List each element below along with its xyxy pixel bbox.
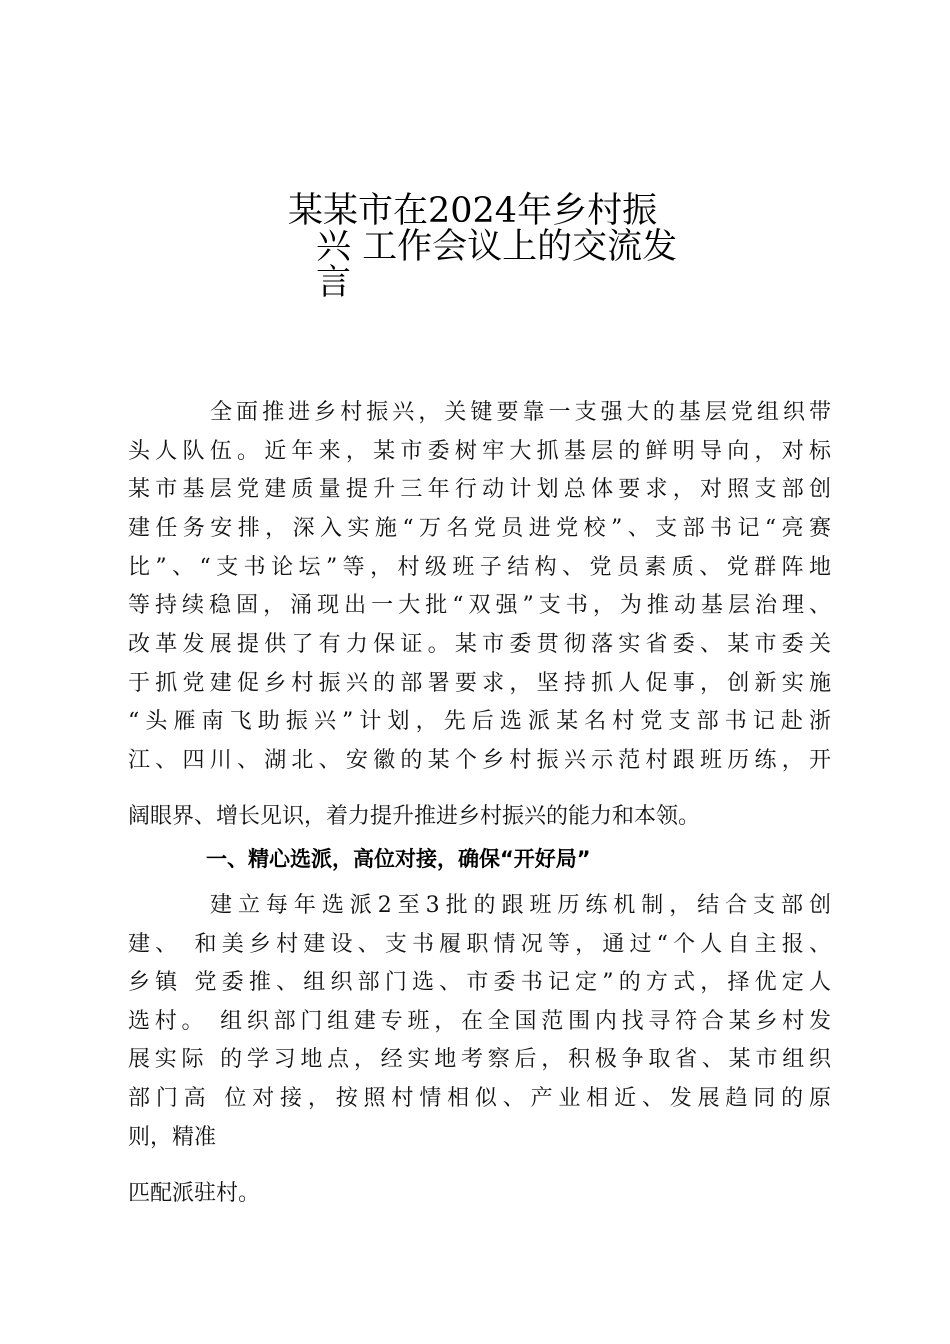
paragraph-2-line: 则，精准 xyxy=(128,1125,217,1150)
paragraph-1-line: 等持续稳固，涌现出一大批“双强”支书，为推动基层治理、 xyxy=(128,593,831,618)
paragraph-2-line: 匹配派驻村。 xyxy=(128,1181,261,1206)
paragraph-1-line: 全面推进乡村振兴，关键要靠一支强大的基层党组织带 xyxy=(210,400,831,425)
paragraph-2-line: 建立每年选派2至3批的跟班历练机制，结合支部创 xyxy=(210,893,831,918)
paragraph-2-line: 展实际 的学习地点，经实地考察后，积极争取省、某市组织 xyxy=(128,1047,831,1072)
paragraph-2-line: 选村。 组织部门组建专班，在全国范围内找寻符合某乡村发 xyxy=(128,1009,831,1034)
paragraph-2-line: 乡镇 党委推、组织部门选、市委书记定”的方式，择优定人 xyxy=(128,970,831,995)
paragraph-2-line: 部门高 位对接，按照村情相似、产业相近、发展趋同的原 xyxy=(128,1086,831,1111)
paragraph-1-line: 头人队伍。近年来，某市委树牢大抓基层的鲜明导向，对标 xyxy=(128,439,831,464)
paragraph-1-line: 比”、“支书论坛”等，村级班子结构、党员素质、党群阵地 xyxy=(128,555,831,580)
paragraph-1-line: 于抓党建促乡村振兴的部署要求，坚持抓人促事，创新实施 xyxy=(128,671,831,696)
paragraph-2-line: 建、 和美乡村建设、支书履职情况等，通过“个人自主报、 xyxy=(128,932,831,957)
section-1-heading: 一、精心选派，高位对接，确保“开好局” xyxy=(206,847,591,871)
document-title-line-1: 某某市在2024年乡村振 xyxy=(288,191,658,231)
paragraph-1-line: 建任务安排，深入实施“万名党员进党校”、支部书记“亮赛 xyxy=(128,516,831,541)
paragraph-1-line: “头雁南飞助振兴”计划，先后选派某名村党支部书记赴浙 xyxy=(128,709,831,734)
paragraph-1-line: 某市基层党建质量提升三年行动计划总体要求，对照支部创 xyxy=(128,477,831,502)
paragraph-1-line: 江、四川、湖北、安徽的某个乡村振兴示范村跟班历练，开 xyxy=(128,748,831,773)
paragraph-1-line: 阔眼界、增长见识，着力提升推进乡村振兴的能力和本领。 xyxy=(128,804,701,829)
paragraph-1-line: 改革发展提供了有力保证。某市委贯彻落实省委、某市委关 xyxy=(128,632,831,657)
document-title-line-2: 兴 工作会议上的交流发 xyxy=(316,227,678,267)
document-title-line-3: 言 xyxy=(316,263,352,303)
